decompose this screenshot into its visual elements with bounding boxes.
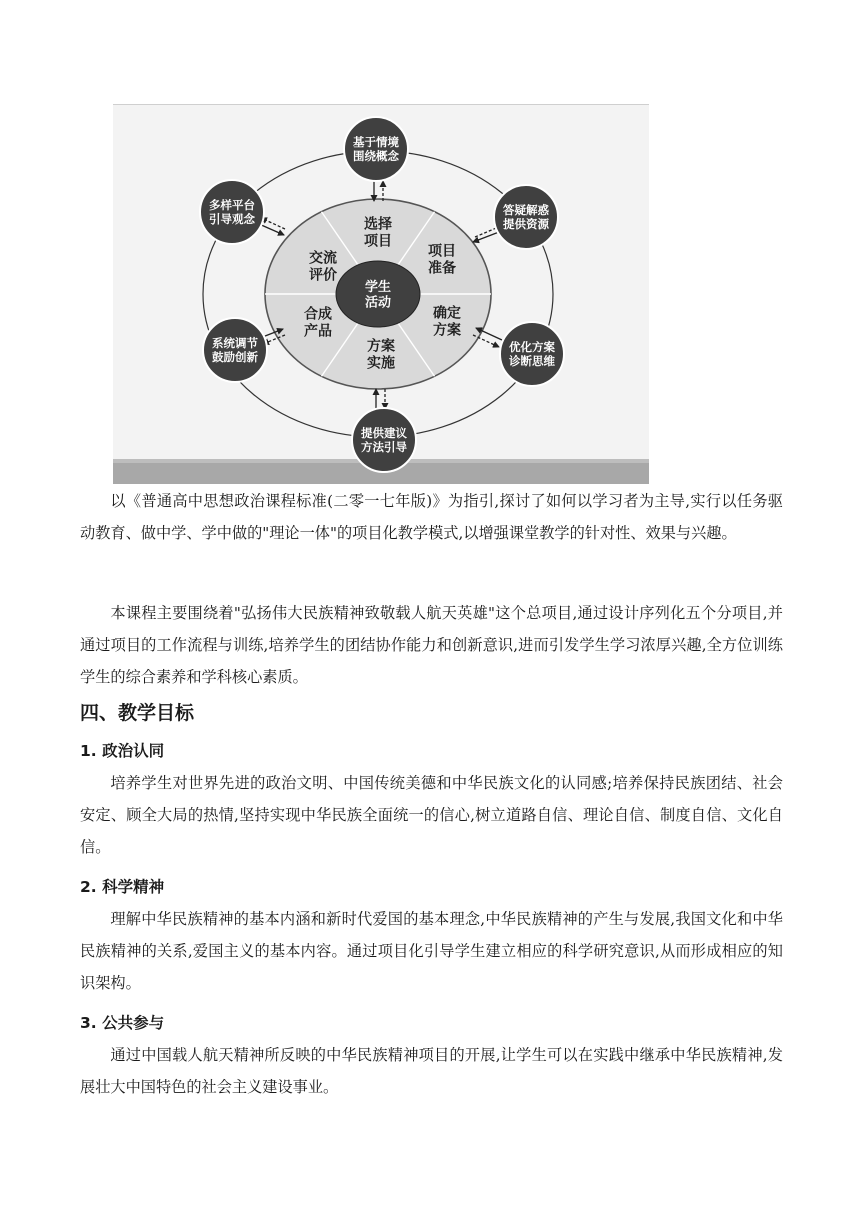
objective-text-1: 培养学生对世界先进的政治文明、中国传统美德和中华民族文化的认同感;培养保持民族团结、社会安定、顾全大局的热情,坚持实现中华民族全面统一的信心,树立道路自信、理论自信、制度自信、文化自信。 (80, 774, 783, 856)
node-system-label: 系统调节鼓励创新 (212, 336, 258, 365)
node-context-label: 基于情境围绕概念 (353, 135, 399, 164)
node-optimize-label: 优化方案诊断思维 (509, 340, 555, 369)
intro-paragraph-1: 以《普通高中思想政治课程标准(二零一七年版)》为指引,探讨了如何以学习者为主导,实行以任务驱动教育、做中学、学中做的"理论一体"的项目化教学模式,以增强课堂教学的针对性、效果与兴趣。 (80, 492, 783, 542)
sector-label: 合成产品 (304, 306, 332, 340)
objective-heading-1: 1. 政治认同 (80, 742, 165, 760)
section-title: 四、教学目标 (80, 702, 195, 724)
sector-label: 确定方案 (433, 305, 461, 339)
objective-text-3: 通过中国载人航天精神所反映的中华民族精神项目的开展,让学生可以在实践中继承中华民族精神,发展壮大中国特色的社会主义建设事业。 (80, 1046, 783, 1096)
sector-label: 交流评价 (309, 250, 337, 284)
intro-paragraph-2: 本课程主要围绕着"弘扬伟大民族精神致敬载人航天英雄"这个总项目,通过设计序列化五个分项目,并通过项目的工作流程与训练,培养学生的团结协作能力和创新意识,进而引发学生学习浓厚兴趣,全方位训练学生的综合素养和学科核心素质。 (80, 604, 783, 686)
objective-text-2: 理解中华民族精神的基本内涵和新时代爱国的基本理念,中华民族精神的产生与发展,我国文化和中华民族精神的关系,爱国主义的基本内容。通过项目化引导学生建立相应的科学研究意识,从而形成相应的知识架构。 (80, 910, 783, 992)
center-label: 学生活动 (364, 279, 392, 311)
sector-label: 方案实施 (367, 338, 395, 372)
node-answer-label: 答疑解惑提供资源 (503, 203, 549, 232)
teaching-model-diagram (113, 104, 649, 484)
node-suggest-label: 提供建议方法引导 (361, 426, 407, 455)
diagram-svg (113, 104, 649, 484)
activity-wheel (265, 199, 491, 389)
objective-heading-2: 2. 科学精神 (80, 878, 165, 896)
node-platform-label: 多样平台引导观念 (209, 198, 255, 227)
sector-label: 选择项目 (364, 216, 392, 250)
objective-heading-3: 3. 公共参与 (80, 1014, 165, 1032)
sector-label: 项目准备 (428, 243, 456, 277)
